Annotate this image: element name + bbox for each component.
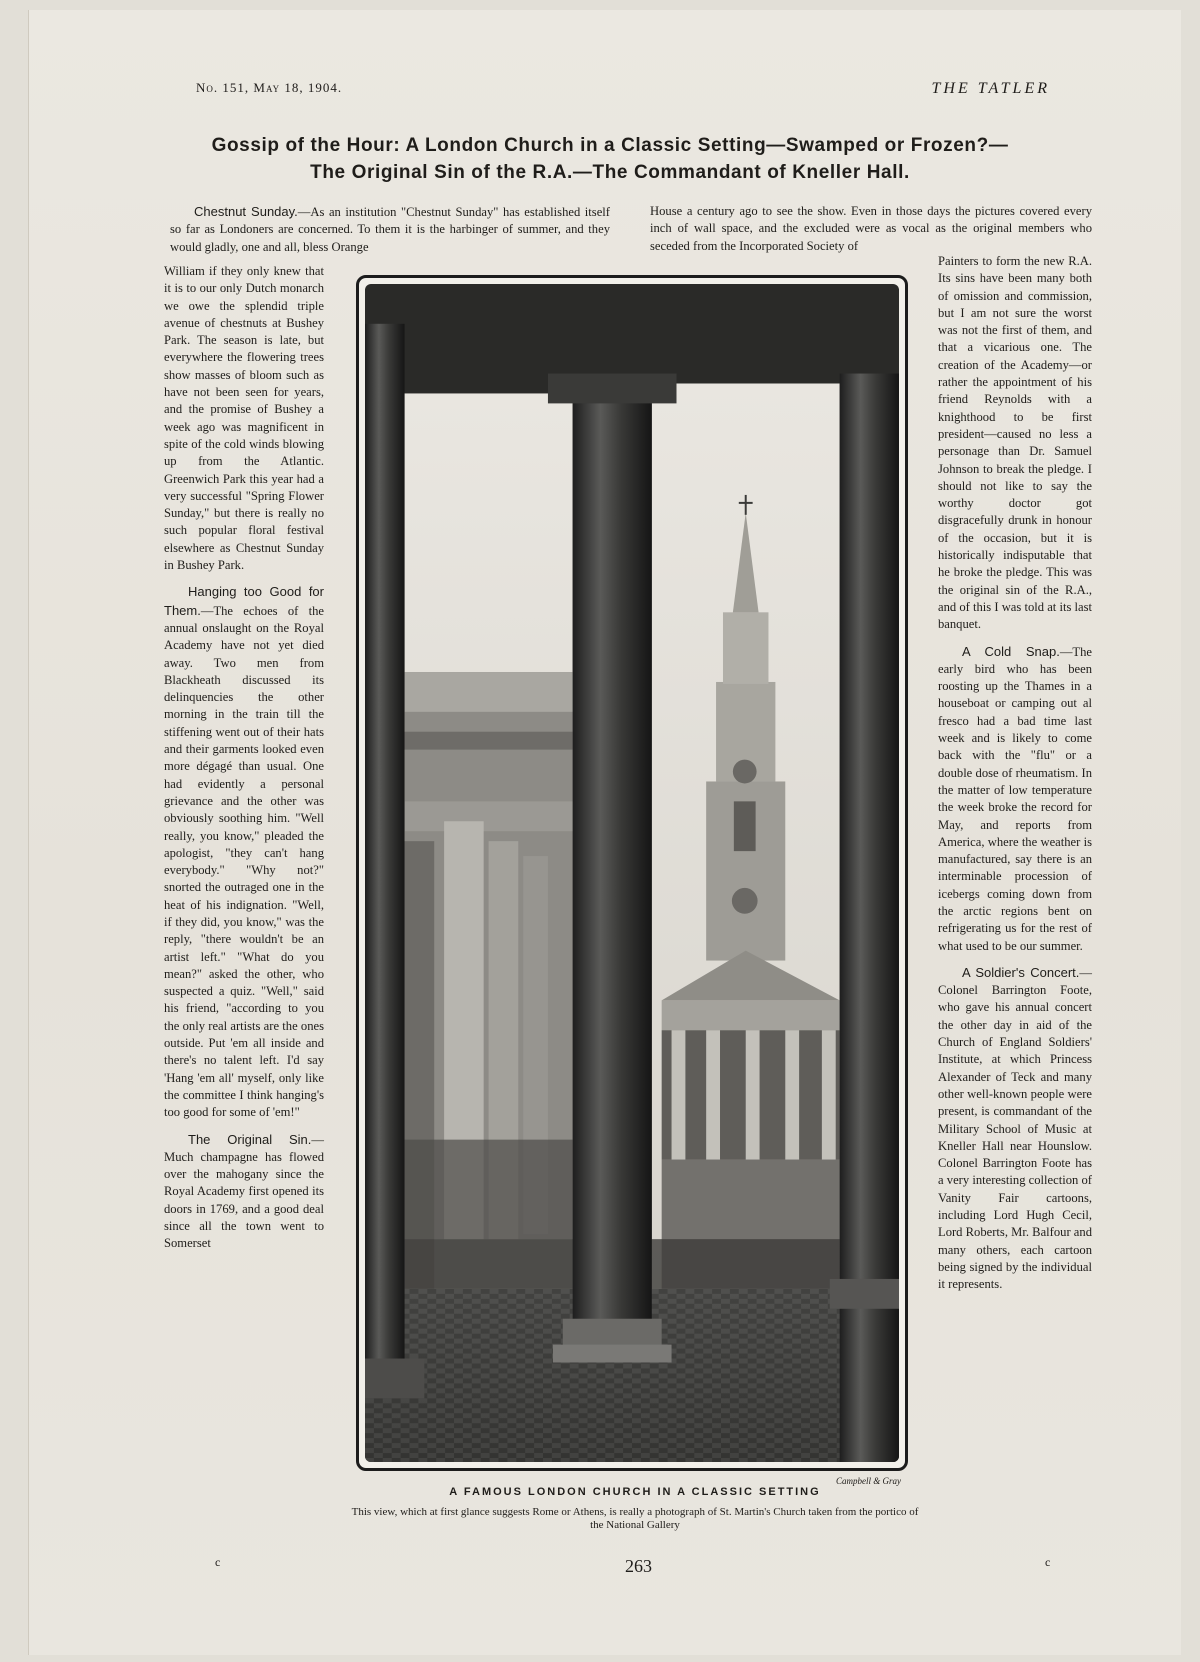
chestnut-sunday-body: William if they only knew that it is to our only Dutch monarch we owe the splendid triple avenue of chestnuts at Bushey Park. The season is late, but everywhere the flowering trees show masses of bloom such as have not been seen for years, and the promise of Bushey a week ago was magnificent in spite of the cold winds blowing up from the Atlantic. Greenwich Park this year had a very successful "Spring Flower Sunday," but there is really no such popular floral festival elsewhere as Chestnut Sunday in Bushey Park. [164, 264, 324, 573]
original-sin-continued: House a century ago to see the show. Even in those days the pictures covered every inch of wall space, and the excluded were as vocal as the original members who seceded from the Incorporated Society of [650, 204, 1092, 253]
headline-line-1: Gossip of the Hour: A London Church in a Classic Setting—Swamped or Frozen?— [211, 135, 1009, 156]
section-heading-hanging: Hanging too Good for Them. [164, 584, 324, 618]
cold-snap-body: —The early bird who has been roosting up the Thames in a houseboat or camping out al fresco had a bad time last week and is likely to come back with the "flu" or a double dose of rheumatism. In the matter of low temperature the week broke the record for May, and reports from America, where the weather is manufactured, say there is an interminable procession of icebergs coming down from the arctic regions bent on refrigerating us for the rest of what used to be our summer. [938, 644, 1092, 953]
photo-credit: Campbell & Gray [836, 1476, 901, 1486]
section-heading-cold-snap: A Cold Snap. [962, 643, 1060, 659]
photo-illustration [365, 284, 899, 1462]
printer-mark-left: c [215, 1555, 221, 1569]
hanging-body: —The echoes of the annual onslaught on the Royal Academy have not yet died away. Two men from Blackheath discussed its delinquencies the other morning in the train till the stiffening went out of their hats and their garments looked even more dégagé than usual. One had evidently a personal grievance and the other was obviously soothing him. "Well really, you know," pleaded the apologist, "they can't hang everybody." "Why not?" snorted the outraged one in the heat of his indignation. "Well, if they did, you know," was the reply, "there wouldn't be an artist left." "What do you mean?" asked the other, who suspected a quiz. "Well," said his friend, "according to you the only real artists are the ones outside. Put 'em all inside and there's no talent left. I'd say 'Hang 'em all' myself, only like the committee I think hanging's too good for some of 'em!" [164, 603, 324, 1120]
issue-date: No. 151, May 18, 1904. [196, 80, 343, 95]
section-heading-chestnut-sunday: Chestnut Sunday. [194, 204, 298, 219]
page-number: 263 [625, 1556, 652, 1576]
magazine-title: THE TATLER [931, 80, 1050, 97]
section-heading-soldiers-concert: A Soldier's Concert. [962, 964, 1080, 980]
article-right-column [938, 253, 1092, 1303]
headline [140, 132, 1080, 186]
photo-caption-title: A FAMOUS LONDON CHURCH IN A CLASSIC SETTING [449, 1486, 821, 1498]
section-heading-original-sin: The Original Sin. [188, 1131, 312, 1147]
photo-caption: This view, which at first glance suggests Rome or Athens, is really a photograph of St. Martin's Church taken from the portico of the National Gallery [351, 1506, 919, 1531]
original-sin-conclusion: Painters to form the new R.A. Its sins have been many both of omission and commission, but I am not sure the worst was not the first of them, and that a vicarious one. The creation of the Academy—or rather the appointment of his friend Reynolds with a knighthood to be first president—caused no less a personage than Dr. Samuel Johnson to break the pledge. I should not like to say the worthy doctor got disgracefully drunk in honour of the occasion, but it is historically indisputable that he broke the pledge. This was the original sin of the R.A., and of this I was told at its last banquet. [938, 254, 1092, 632]
article-top-left [170, 203, 610, 265]
soldiers-concert-body: —Colonel Barrington Foote, who gave his annual concert the other day in aid of the Church of England Soldiers' Institute, at which Princess Alexander of Teck and many other well-known people were present, is commandant of the Military School of Music at Kneller Hall near Hounslow. Colonel Barrington Foote has a very interesting collection of Vanity Fair cartoons, including Lord Hugh Cecil, Lord Roberts, Mr. Balfour and many others, each cartoon being signed by the individual it represents. [938, 965, 1092, 1292]
headline-line-2: The Original Sin of the R.A.—The Commandant of Kneller Hall. [310, 162, 910, 183]
article-left-column [164, 263, 324, 1262]
original-sin-body: —Much champagne has flowed over the mahogany since the Royal Academy first opened its doors in 1769, and a good deal since all the town went to Somerset [164, 1132, 324, 1251]
printer-mark-right: c [1045, 1555, 1051, 1569]
chestnut-sunday-intro: —As an institution "Chestnut Sunday" has established itself so far as Londoners are concerned. To them it is the harbinger of summer, and they would gladly, one and all, bless Orange [170, 205, 610, 254]
church-photograph [356, 275, 908, 1471]
